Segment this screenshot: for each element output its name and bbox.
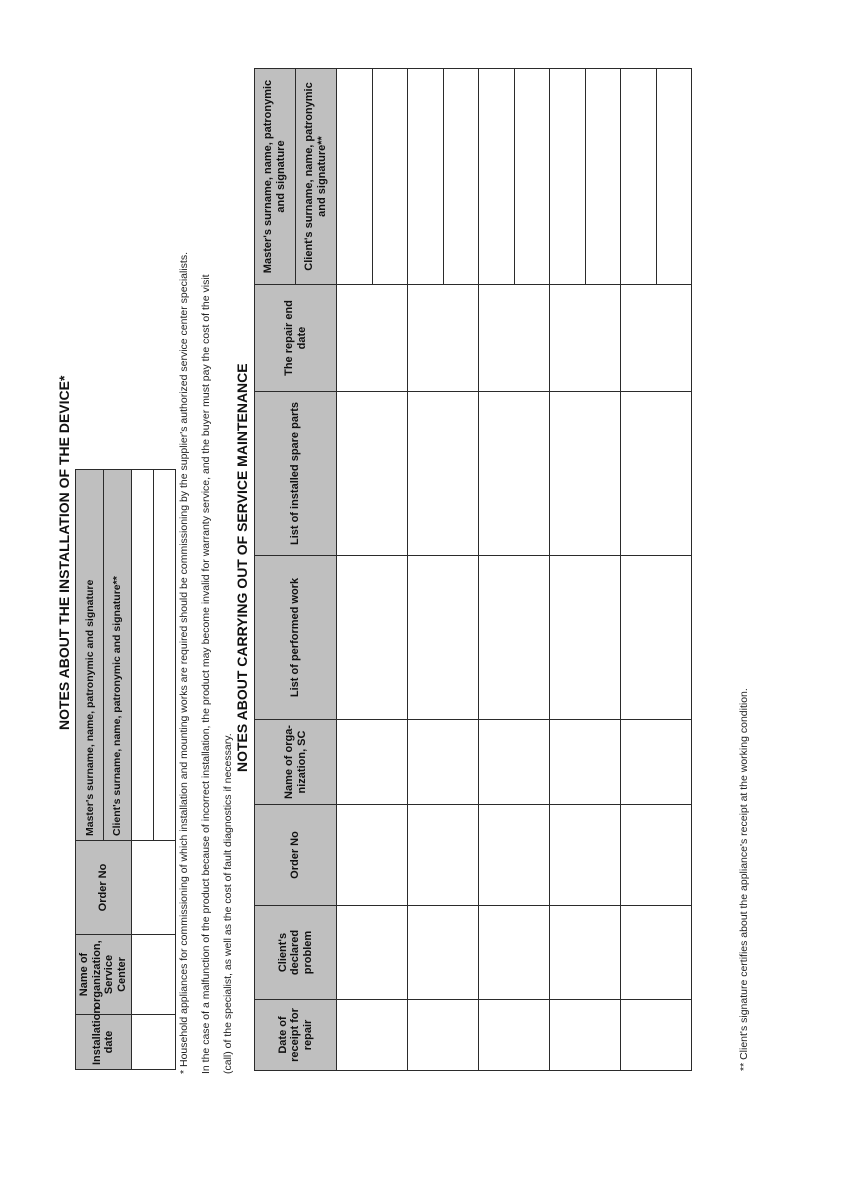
service-end-cell[interactable] [621,285,692,392]
service-parts-header: List of installed spare parts [255,392,337,556]
service-end-cell[interactable] [550,285,621,392]
service-parts-cell[interactable] [408,392,479,556]
service-receipt-cell[interactable] [621,1000,692,1071]
installation-master-header: Master's surname, name, patronymic and signature [76,470,104,841]
service-order-cell[interactable] [479,805,550,906]
service-row [479,69,515,1071]
installation-master-cell[interactable] [131,470,153,841]
installation-org-header: Name of organization, Service Center [76,935,132,1015]
service-master-cell[interactable] [337,69,373,285]
service-receipt-cell[interactable] [337,1000,408,1071]
service-client-cell[interactable] [373,69,408,285]
service-receipt-cell[interactable] [479,1000,550,1071]
service-client-cell[interactable] [444,69,479,285]
installation-title: NOTES ABOUT THE INSTALLATION OF THE DEVICE* [56,375,72,730]
service-client-cell[interactable] [586,69,621,285]
note-line-3: (call) of the specialist, as well as the cost of fault diagnostics if necessary. [222,733,234,1074]
service-master-cell[interactable] [479,69,515,285]
rotated-page [56,78,756,1078]
service-order-cell[interactable] [408,805,479,906]
service-receipt-header: Date of receipt for repair [255,1000,337,1071]
service-problem-cell[interactable] [621,906,692,1000]
service-row [337,69,373,1071]
service-row [621,69,657,1071]
service-client-header: Client's surname, name, patronymic and signature** [296,69,337,285]
service-client-cell[interactable] [657,69,692,285]
service-parts-cell[interactable] [621,392,692,556]
service-problem-cell[interactable] [408,906,479,1000]
service-work-cell[interactable] [479,556,550,720]
service-org-cell[interactable] [337,720,408,805]
service-org-cell[interactable] [550,720,621,805]
service-table [254,68,692,1071]
service-title: NOTES ABOUT CARRYING OUT OF SERVICE MAINTENANCE [234,363,250,772]
installation-table [75,469,176,1070]
service-row [408,69,444,1071]
service-problem-cell[interactable] [337,906,408,1000]
service-parts-cell[interactable] [337,392,408,556]
installation-date-header: Installation date [76,1015,132,1070]
service-org-cell[interactable] [408,720,479,805]
service-master-cell[interactable] [550,69,586,285]
service-order-header: Order No [255,805,337,906]
service-client-cell[interactable] [515,69,550,285]
service-problem-cell[interactable] [550,906,621,1000]
installation-client-header: Client's surname, name, patronymic and signature** [104,470,131,841]
service-receipt-cell[interactable] [408,1000,479,1071]
service-master-header: Master's surname, name, patronymic and signature [255,69,296,285]
service-org-header: Name of orga-nization, SC [255,720,337,805]
service-master-cell[interactable] [408,69,444,285]
service-work-cell[interactable] [550,556,621,720]
service-parts-cell[interactable] [479,392,550,556]
service-end-cell[interactable] [337,285,408,392]
installation-client-cell[interactable] [153,470,175,841]
service-work-cell[interactable] [621,556,692,720]
installation-order-header: Order No [76,841,132,935]
footnote: ** Client's signature certifies about the appliance's receipt at the working condition. [738,688,750,1071]
service-org-cell[interactable] [479,720,550,805]
service-order-cell[interactable] [337,805,408,906]
note-line-1: * Household appliances for commissioning of which installation and mounting works are required should be commissioning by the supplier's authorized service center specialists. [178,251,190,1074]
installation-date-cell[interactable] [131,1015,175,1070]
service-order-cell[interactable] [550,805,621,906]
service-receipt-cell[interactable] [550,1000,621,1071]
service-work-cell[interactable] [337,556,408,720]
service-order-cell[interactable] [621,805,692,906]
service-problem-header: Client's declared problem [255,906,337,1000]
service-end-cell[interactable] [408,285,479,392]
service-problem-cell[interactable] [479,906,550,1000]
service-work-cell[interactable] [408,556,479,720]
service-work-header: List of performed work [255,556,337,720]
installation-order-cell[interactable] [131,841,175,935]
service-end-cell[interactable] [479,285,550,392]
installation-org-cell[interactable] [131,935,175,1015]
service-parts-cell[interactable] [550,392,621,556]
service-end-header: The repair end date [255,285,337,392]
service-row [550,69,586,1071]
service-org-cell[interactable] [621,720,692,805]
note-line-2: In the case of a malfunction of the product because of incorrect installation, the product may become invalid for warranty service, and the buyer must pay the cost of the visit [200,274,212,1074]
service-master-cell[interactable] [621,69,657,285]
